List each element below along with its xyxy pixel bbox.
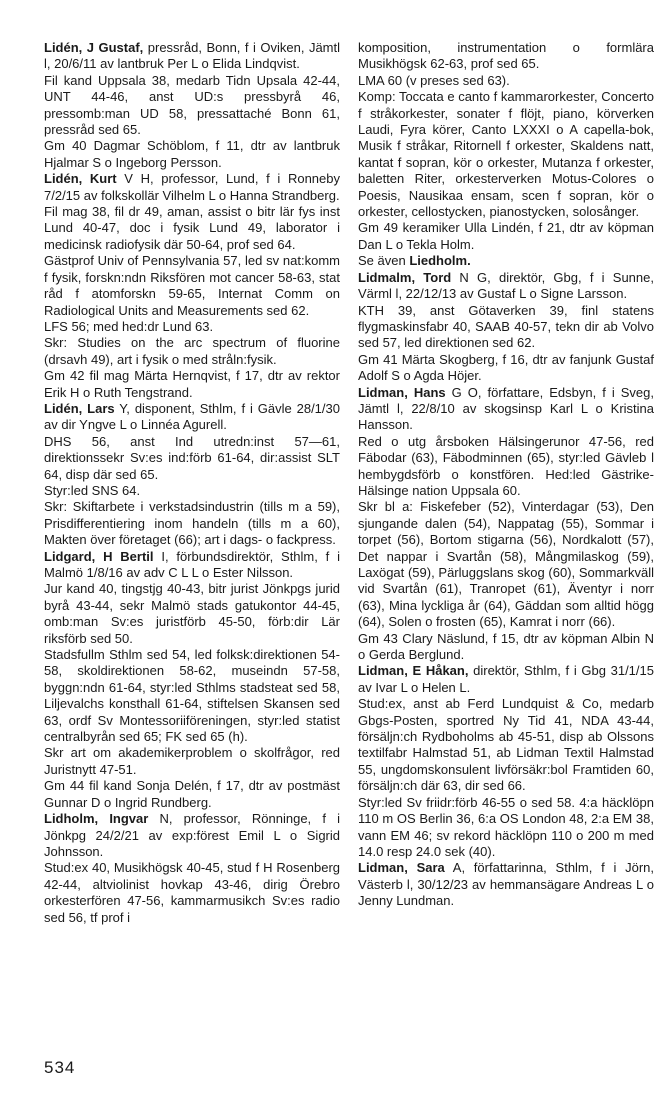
entry-text: komposition, instrumentation o formlära Musikhögsk 62-63, prof sed 65. <box>358 40 654 72</box>
entry-text: Jur kand 40, tingstjg 40-43, bitr jurist Jönkpgs jurid byrå 43-44, sekr Malmö stads gatukontor 44-45, omb:man Sv:es juristförb 45-50, förb:dir Lär riksförb sed 50. <box>44 581 340 646</box>
entry-text: Red o utg årsboken Hälsingerunor 47-56, red Fäbodar (63), Fäbodminnen (65), styr:led Gävleb l hembygdsförb o konstfören. Hed:led Gästrike-Hälsinge nation Uppsala 60. <box>358 433 654 498</box>
entry-text: LFS 56; med hed:dr Lund 63. <box>44 318 214 334</box>
entry-text: Skr art om akademikerproblem o skolfrågor, red Juristnytt 47-51. <box>44 745 340 777</box>
entry-text: Gm 43 Clary Näslund, f 15, dtr av köpman Albin N o Gerda Berglund. <box>358 630 654 663</box>
entry-paragraph <box>358 73 654 89</box>
entry-text: Se även <box>358 253 410 269</box>
entry-text: Gm 42 fil mag Märta Hernqvist, f 17, dtr av rektor Erik H o Ruth Tengstrand. <box>44 368 340 400</box>
entry-text: Komp: Toccata e canto f kammarorkester, Concerto f stråkorkester, sonater f flöjt, piano, körverken Laudi, Fyra körer, Canto LXXXI o A capella-bok, Musik f stråkar, Ritornell f orkester, Skaldens natt, kantat f sopran, kör o orkester, Mutanza f orkester, baletten Riter, orkesterverken Motus-Colores o Poesis, Nausikaa ensam, scen f sopran, kör o orkester, cellostycken, pianostycken, solosånger. <box>358 89 655 220</box>
entry-text: N G, direktör, Gbg, f i Sunne, Värml l, 22/12/13 av Gustaf L o Signe Larsson. <box>358 269 654 302</box>
entry-paragraph <box>358 434 654 500</box>
entry-text: Skr: Studies on the arc spectrum of fluorine (drsavh 49), art i fysik o med stråln:fysik. <box>44 335 340 367</box>
entry-text: Fil mag 38, fil dr 49, aman, assist o bitr lär fys inst Lund 40-47, doc i fysik Lund 49, laborator i medicinsk radiofysik där 50-64, prof sed 64. <box>44 204 340 252</box>
entry-text: Gm 44 fil kand Sonja Delén, f 17, dtr av postmäst Gunnar D o Ingrid Rundberg. <box>44 778 340 810</box>
entry-paragraph <box>44 549 340 582</box>
entry-text: Gm 41 Märta Skogberg, f 16, dtr av fanjunk Gustaf Adolf S o Agda Höjer. <box>358 351 654 384</box>
entry-text: Stud:ex 40, Musikhögsk 40-45, stud f H Rosenberg 42-44, altviolinist hovkap 43-46, dirig Örebro orkesterfören 47-56, kammarmusikch Sv:es radio sed 56, tf prof i <box>44 860 340 925</box>
entry-text: Skr: Skiftarbete i verkstadsindustrin (tills m a 59), Prisdifferentiering inom handeln (tills m a 60), Makten över företaget (66); art i dags- o fackpress. <box>44 499 340 548</box>
entry-paragraph <box>358 352 654 385</box>
entry-paragraph <box>44 204 340 253</box>
entry-paragraph <box>44 368 340 401</box>
entry-text: Gm 49 keramiker Ulla Lindén, f 21, dtr av köpman Dan L o Tekla Holm. <box>358 220 654 252</box>
entry-paragraph <box>44 335 340 368</box>
entry-paragraph <box>44 138 340 171</box>
entry-paragraph <box>358 40 654 73</box>
entry-headword: Lidmalm, Tord <box>358 269 452 285</box>
entry-paragraph <box>44 319 340 335</box>
entry-paragraph <box>44 483 340 499</box>
entry-paragraph <box>44 647 340 745</box>
page-number: 534 <box>44 1058 76 1077</box>
entry-paragraph <box>44 73 340 139</box>
entry-text: G O, författare, Edsbyn, f i Sveg, Jämtl l, 22/8/10 av skogsinsp Karl L o Kristina Hansson. <box>358 384 654 433</box>
entry-headword: Lidén, J Gustaf, <box>44 40 144 55</box>
entry-text: Y, disponent, Sthlm, f i Gävle 28/1/30 av dir Yngve L o Linnéa Agurell. <box>44 400 340 433</box>
entry-text: N, professor, Rönninge, f i Jönkpg 24/2/21 av exp:förest Emil L o Sigrid Johnsson. <box>44 811 340 859</box>
entry-paragraph <box>44 40 340 73</box>
entry-text: KTH 39, anst Götaverken 39, finl statens flygmaskinsfabr 40, SAAB 40-57, tekn dir ab Volvo sed 57, led direktionen sed 62. <box>358 302 654 351</box>
entry-headword: Lidman, Hans <box>358 384 446 400</box>
entry-paragraph <box>44 253 340 319</box>
entry-text: pressråd, Bonn, f i Oviken, Jämtl l, 20/6/11 av lantbruk Per L o Elida Lindqvist. <box>44 40 341 72</box>
entry-paragraph <box>358 270 654 303</box>
entry-paragraph <box>358 631 654 664</box>
entry-text: A, författarinna, Sthlm, f i Jörn, Västerb l, 30/12/23 av hemmansägare Andreas L o Jenny Lundman. <box>358 860 654 909</box>
entry-headword: Lidgard, H Bertil <box>44 548 154 564</box>
entry-paragraph <box>358 696 654 794</box>
entry-headword: Lidén, Lars <box>44 400 115 416</box>
entry-text: direktör, Sthlm, f i Gbg 31/1/15 av Ivar L o Helen L. <box>358 663 654 695</box>
entry-text: Gästprof Univ of Pennsylvania 57, led sv nat:komm f fysik, forskn:ndn Riksfören mot cancer 58-63, stat råd f atomforskn 59-65, Internat Comm on Radiological Units and Measurements sed 62. <box>44 253 340 318</box>
entry-headword: Lidman, Sara <box>358 860 445 876</box>
entry-text: V H, professor, Lund, f i Ronneby 7/2/15 av folkskollär Vilhelm L o Hanna Strandberg. <box>44 171 340 203</box>
entry-text: Stud:ex, anst ab Ferd Lundquist & Co, medarb Gbgs-Posten, sportred Ny Tid 41, NDA 43-44, försäljn:ch Rydboholms ab 45-51, disp ab Olssons textilfabr Halmstad 51, ab Lidman Textil Halmstad 55, ungdomskonsulent livförsäkr:bol Framtiden 60, försäljn:ch där 63, dir sed 66. <box>358 696 654 794</box>
entry-headword: Lidman, E Håkan, <box>358 663 469 679</box>
entry-paragraph <box>44 171 340 204</box>
entry-paragraph <box>358 860 654 909</box>
entry-paragraph <box>358 253 654 269</box>
entry-paragraph <box>358 89 654 220</box>
entry-paragraph <box>44 581 340 647</box>
entry-paragraph <box>44 745 340 778</box>
entry-paragraph <box>44 778 340 811</box>
entry-paragraph <box>44 499 340 548</box>
entry-headword: Lidholm, Ingvar <box>44 811 149 827</box>
entry-paragraph <box>358 663 654 696</box>
entry-text: Stadsfullm Sthlm sed 54, led folksk:direktionen 54-58, skoldirektionen 58-62, museindn 57-58, byggn:ndn 61-64, styr:led Sthlms stadsteat sed 58, Liljevalchs konsthall 61-64, stiftelsen Skansen sed 63, ordf Sv Montessoriiföreningen, styr:led statist centralbyrån sed 65; FK sed 65 (h). <box>44 647 340 745</box>
entry-paragraph <box>44 434 340 483</box>
entry-text: Fil kand Uppsala 38, medarb Tidn Upsala 42-44, UNT 44-46, anst UD:s pressbyrå 46, pressomb:man UD 58, pressattaché Bonn 61, pressråd sed 65. <box>44 72 340 138</box>
entry-paragraph <box>358 795 654 861</box>
entry-text: Skr bl a: Fiskefeber (52), Vinterdagar (53), Den sjungande dalen (54), Nappatag (55), Sommar i torpet (56), Bortom stigarna (56), Nordkalott (57), Det nappar i Svartån (58), Mångmilaskog (59), Laxögat (59), Pärluggslans skog (60), Sommarkväll vid Svartån (61), Tranropet (61), Äventyr i norr (63), Mina lyckliga år (64), Gäddan som alltid högg (64), Solen o frosten (65), Kamrat i norr (66). <box>358 499 654 630</box>
right-column <box>358 40 654 910</box>
entry-paragraph <box>44 860 340 926</box>
entry-text: LMA 60 (v preses sed 63). <box>358 72 510 88</box>
entry-paragraph <box>358 385 654 434</box>
entry-paragraph <box>358 499 654 630</box>
entry-text: I, förbundsdirektör, Sthlm, f i Malmö 1/8/16 av adv C L L o Ester Nilsson. <box>44 548 340 580</box>
entry-paragraph <box>44 401 340 434</box>
left-column <box>44 40 340 926</box>
entry-paragraph <box>358 220 654 253</box>
entry-text: Styr:led Sv friidr:förb 46-55 o sed 58. 4:a häcklöpn 110 m OS Berlin 36, 6:a OS London 48, 2:a EM 38, vann EM 46; sv rekord häcklöpn 110 o 200 m med 14.0 resp 24.0 sek (40). <box>358 794 654 859</box>
entry-text: DHS 56, anst Ind utredn:inst 57—61, direktionssekr Sv:es ind:förb 61-64, dir:assist SLT 64, disp där sed 65. <box>44 433 340 482</box>
cross-reference: Liedholm. <box>409 253 471 269</box>
entry-text: Styr:led SNS 64. <box>44 482 141 498</box>
entry-text: Gm 40 Dagmar Schöblom, f 11, dtr av lantbruk Hjalmar S o Ingeborg Persson. <box>44 138 340 170</box>
entry-paragraph <box>358 303 654 352</box>
entry-paragraph <box>44 811 340 860</box>
entry-headword: Lidén, Kurt <box>44 171 117 187</box>
